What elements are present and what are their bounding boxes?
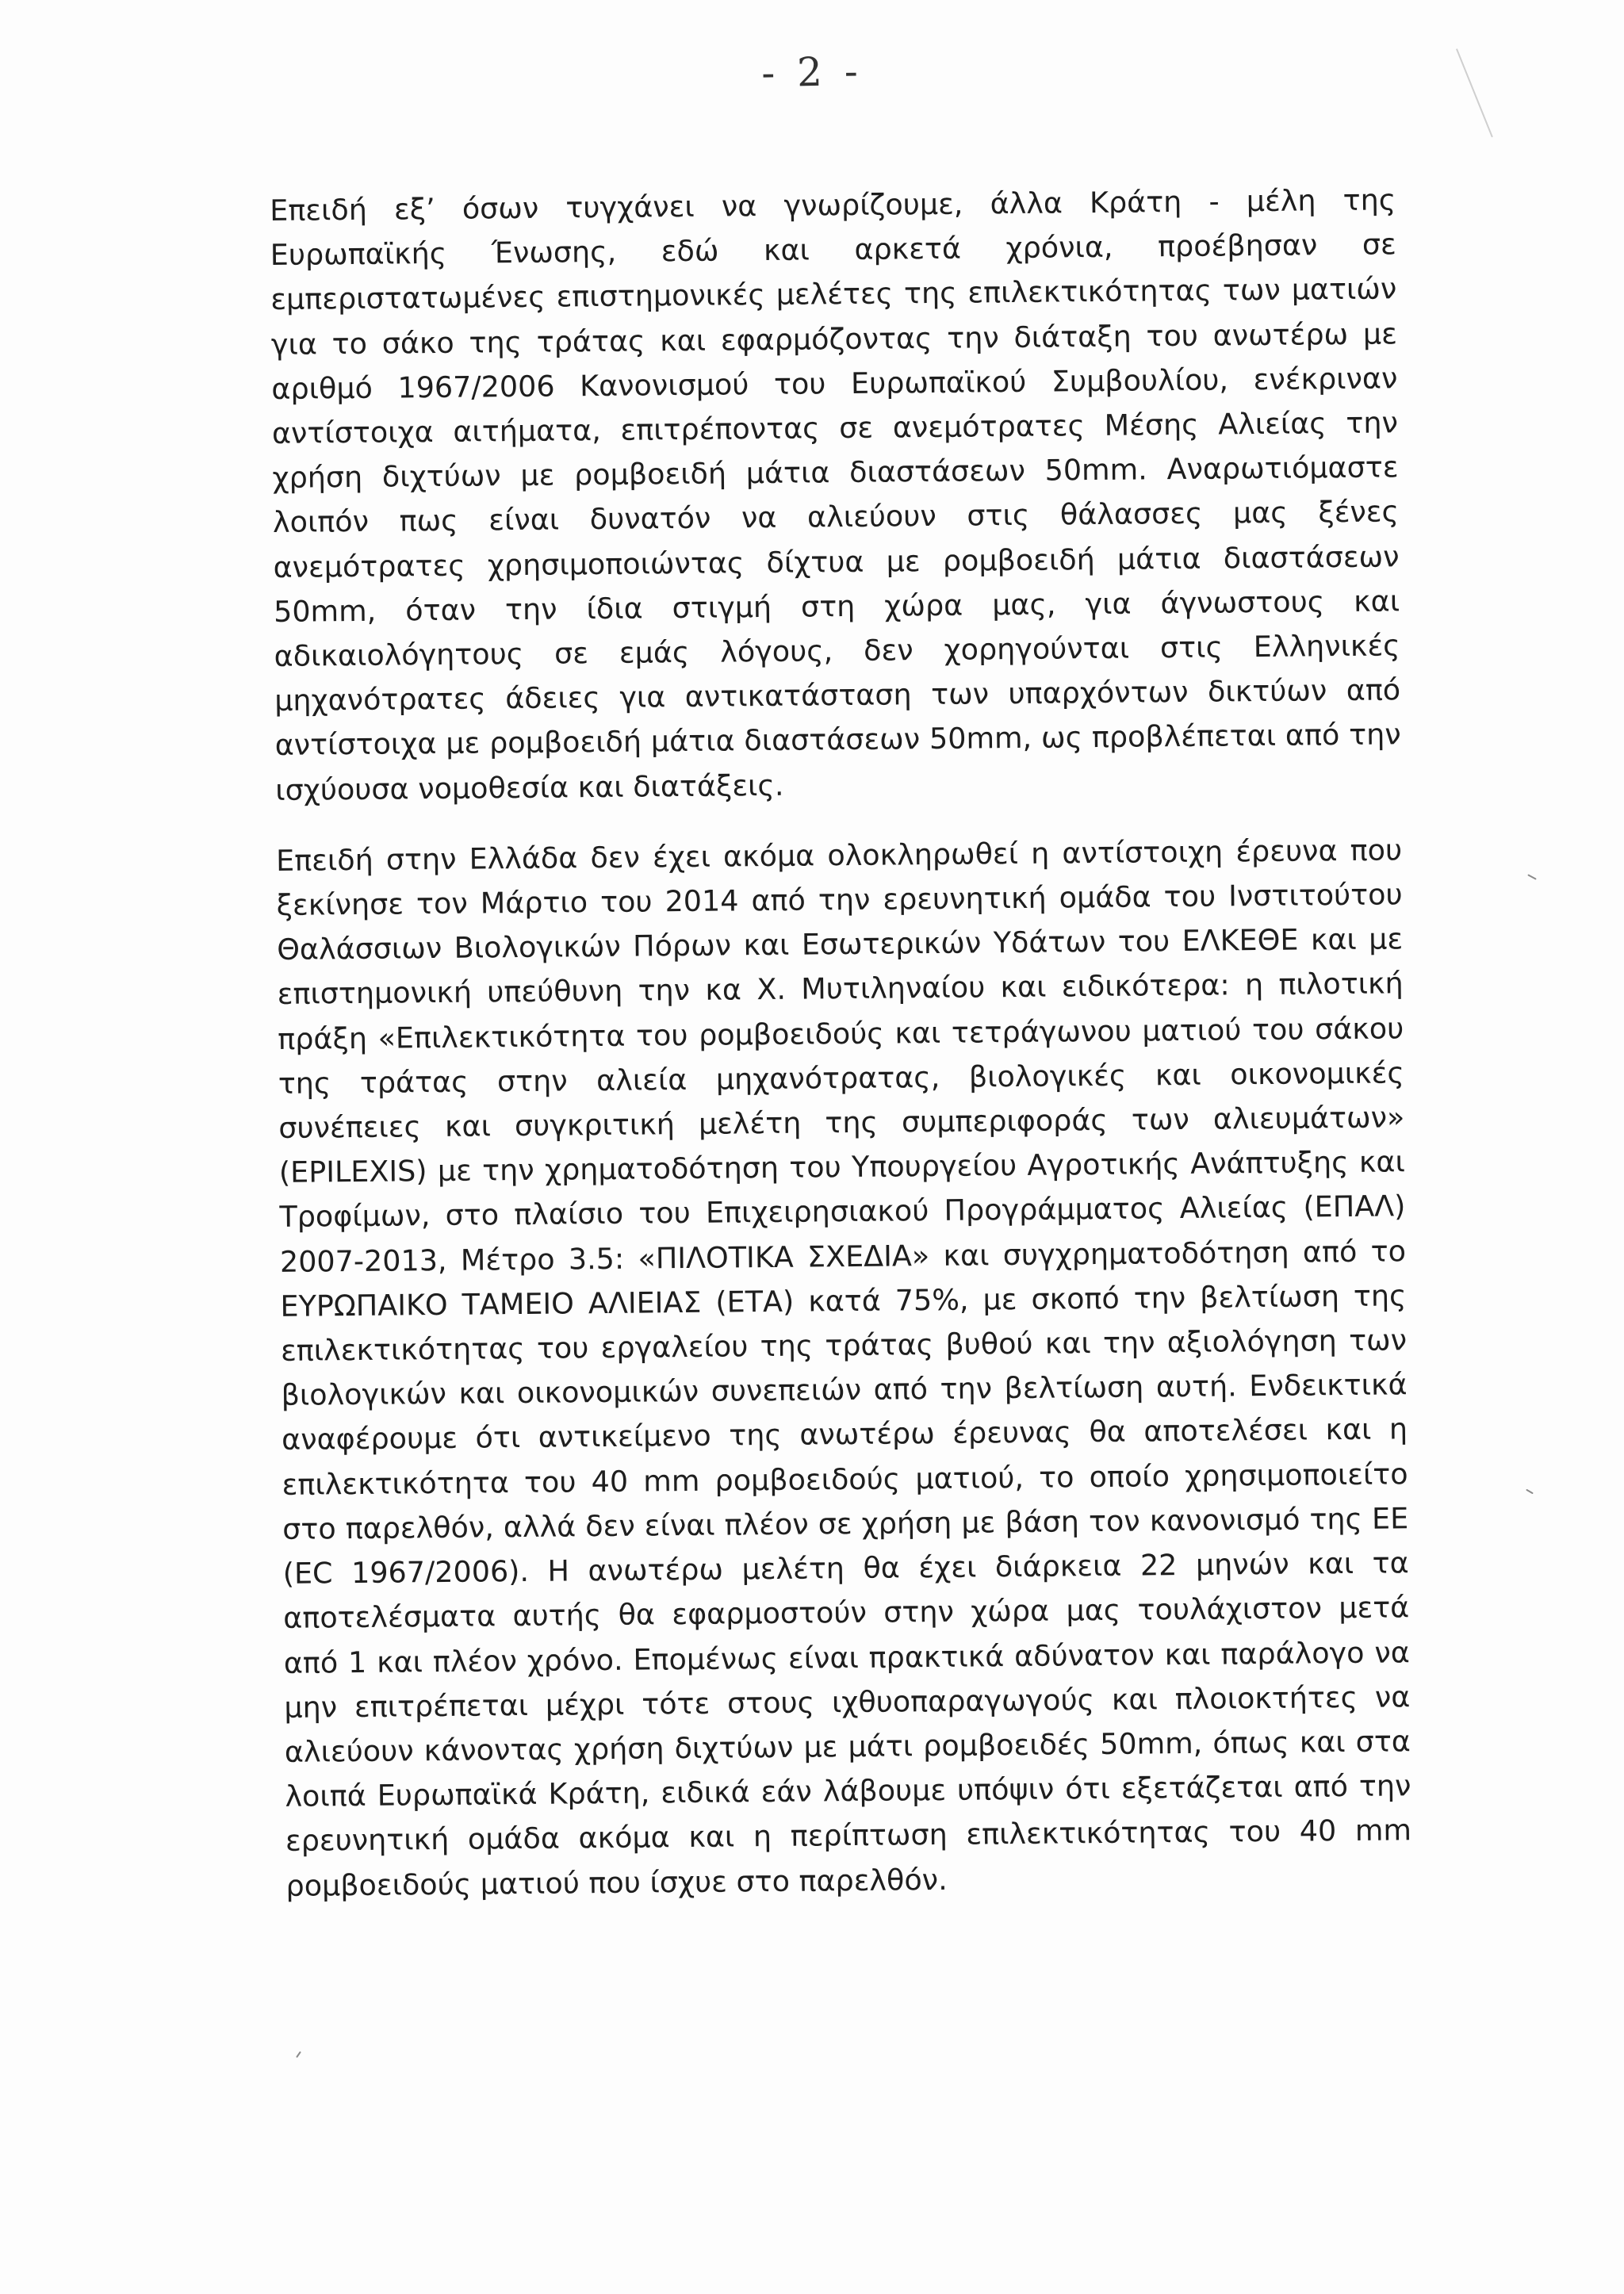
page-number: - 2 -	[760, 48, 864, 97]
letter-body	[270, 178, 1412, 1908]
scan-speck	[1527, 874, 1537, 879]
scan-speck	[1526, 1489, 1534, 1495]
paragraph-greek-research: Επειδή στην Ελλάδα δεν έχει ακόμα ολοκληρωθεί η αντίστοιχη έρευνα που ξεκίνησε τον Μάρτιο του 2014 από την ερευνητική ομάδα του Ινστιτούτου Θαλάσσιων Βιολογικών Πόρων και Εσωτερικών Υδάτων του ΕΛΚΕΘΕ και με επιστημονική υπεύθυνη την κα Χ. Μυτιληναίου και ειδικότερα: η πιλοτική πράξη «Επιλεκτικότητα του ρομβοειδούς και τετράγωνου ματιού του σάκου της τράτας στην αλιεία μηχανότρατας, βιολογικές και οικονομικές συνέπειες και συγκριτική μελέτη της συμπεριφοράς των αλιευμάτων» (EPILEXIS) με την χρηματοδότηση του Υπουργείου Αγροτικής Ανάπτυξης και Τροφίμων, στο πλαίσιο του Επιχειρησιακού Προγράμματος Αλιείας (ΕΠΑΛ) 2007-2013, Μέτρο 3.5: «ΠΙΛΟΤΙΚΑ ΣΧΕΔΙΑ» και συγχρηματοδότηση από το ΕΥΡΩΠΑΙΚΟ ΤΑΜΕΙΟ ΑΛΙΕΙΑΣ (ΕΤΑ) κατά 75%, με σκοπό την βελτίωση της επιλεκτικότητας του εργαλείου της τράτας βυθού και την αξιολόγηση των βιολογικών και οικονομικών συνεπειών από την βελτίωση αυτή. Ενδεικτικά αναφέρουμε ότι αντικείμενο της ανωτέρω έρευνας θα αποτελέσει και η επιλεκτικότητα του 40 mm ρομβοειδούς ματιού, το οποίο χρησιμοποιείτο στο παρελθόν, αλλά δεν είναι πλέον σε χρήση με βάση τον κανονισμό της ΕΕ (EC 1967/2006). Η ανωτέρω μελέτη θα έχει διάρκεια 22 μηνών και τα αποτελέσματα αυτής θα εφαρμοστούν στην χώρα μας τουλάχιστον μετά από 1 και πλέον χρόνο. Επομένως είναι πρακτικά αδύνατον και παράλογο να μην επιτρέπεται μέχρι τότε στους ιχθυοπαραγωγούς και πλοιοκτήτες να αλιεύουν κάνοντας χρήση διχτύων με μάτι ρομβοειδές 50mm, όπως και στα λοιπά Ευρωπαϊκά Κράτη, ειδικά εάν λάβουμε υπόψιν ότι εξετάζεται από την ερευνητική ομάδα ακόμα και η περίπτωση επιλεκτικότητας του 40 mm ρομβοειδούς ματιού που ίσχυε στο παρελθόν.	[275, 833, 1412, 1903]
scan-speck	[296, 2051, 301, 2058]
paragraph-member-states: Επειδή εξ’ όσων τυγχάνει να γνωρίζουμε, άλλα Κράτη - μέλη της Ευρωπαϊκής Ένωσης, εδώ και αρκετά χρόνια, προέβησαν σε εμπεριστατωμένες επιστημονικές μελέτες της επιλεκτικότητας των ματιών για το σάκο της τράτας και εφαρμόζοντας την διάταξη του ανωτέρω με αριθμό 1967/2006 Κανονισμού του Ευρωπαϊκού Συμβουλίου, ενέκριναν αντίστοιχα αιτήματα, επιτρέποντας σε ανεμότρατες Μέσης Αλιείας την χρήση διχτύων με ρομβοειδή μάτια διαστάσεων 50mm. Αναρωτιόμαστε λοιπόν πως είναι δυνατόν να αλιεύουν στις θάλασσες μας ξένες ανεμότρατες χρησιμοποιώντας δίχτυα με ρομβοειδή μάτια διαστάσεων 50mm, όταν την ίδια στιγμή στη χώρα μας, για άγνωστους και αδικαιολόγητους σε εμάς λόγους, δεν χορηγούνται στις Ελληνικές μηχανότρατες άδειες για αντικατάσταση των υπαρχόντων δικτύων από αντίστοιχα με ρομβοειδή μάτια διαστάσεων 50mm, ως προβλέπεται από την ισχύουσα νομοθεσία και διατάξεις.	[270, 182, 1401, 807]
